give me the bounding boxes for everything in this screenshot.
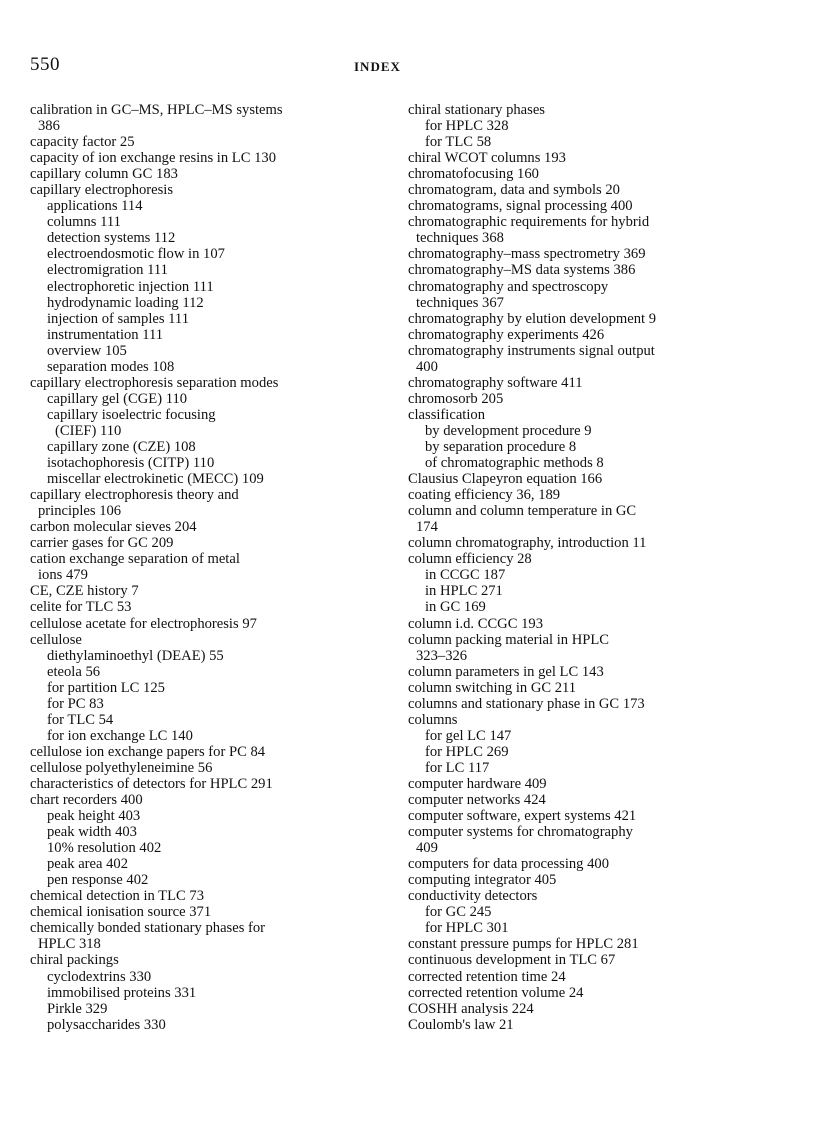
index-subentry: for HPLC 301	[425, 920, 509, 937]
index-entry: capacity factor 25	[30, 134, 135, 151]
index-entry: column packing material in HPLC	[408, 631, 610, 648]
index-subentry: electrophoretic injection 111	[47, 278, 214, 295]
index-subentry: instrumentation 111	[47, 326, 164, 343]
index-entry: chromatography instruments signal output	[408, 342, 655, 359]
index-entry-continuation: 323–326	[416, 647, 468, 664]
page-number: 550	[30, 54, 60, 75]
index-entry: chromatogram, data and symbols 20	[408, 182, 620, 199]
index-entry-continuation: ions 479	[38, 567, 88, 584]
index-entry: Coulomb's law 21	[408, 1016, 514, 1033]
index-subentry: columns 111	[47, 214, 121, 231]
index-entry: celite for TLC 53	[30, 599, 132, 616]
index-subentry: applications 114	[47, 198, 143, 215]
index-subentry: overview 105	[47, 342, 127, 359]
index-entry: column i.d. CCGC 193	[408, 615, 543, 632]
index-subentry: for TLC 58	[425, 134, 492, 151]
index-entry: chromatography software 411	[408, 374, 583, 391]
index-subentry: in CCGC 187	[425, 567, 506, 584]
running-head: INDEX	[354, 59, 401, 74]
index-entry: chromatography–mass spectrometry 369	[408, 246, 646, 263]
index-subentry: for ion exchange LC 140	[47, 727, 193, 744]
index-entry: chiral stationary phases	[408, 102, 545, 118]
index-entry: chemically bonded stationary phases for	[30, 920, 266, 937]
index-entry: continuous development in TLC 67	[408, 952, 616, 969]
index-entry: chiral packings	[30, 952, 119, 969]
index-subentry: detection systems 112	[47, 230, 176, 247]
index-entry-continuation: techniques 367	[416, 294, 504, 311]
index-entry-continuation: HPLC 318	[38, 936, 101, 953]
index-entry: carbon molecular sieves 204	[30, 519, 197, 536]
index-subentry: eteola 56	[47, 663, 101, 680]
index-subentry: cyclodextrins 330	[47, 968, 152, 985]
index-entry: cellulose ion exchange papers for PC 84	[30, 743, 266, 760]
index-entry: corrected retention time 24	[408, 968, 566, 985]
index-entry: chromatography–MS data systems 386	[408, 262, 636, 279]
index-entry: computing integrator 405	[408, 872, 557, 889]
index-entry-continuation: (CIEF) 110	[55, 422, 122, 439]
index-entry-continuation: 400	[416, 358, 438, 375]
index-subentry: in HPLC 271	[425, 583, 503, 600]
index-entry: column switching in GC 211	[408, 679, 577, 696]
index-entry: chromatography by elution development 9	[408, 310, 657, 327]
index-entry: capillary electrophoresis separation modes	[30, 374, 279, 391]
index-entry-continuation: 409	[416, 840, 438, 857]
index-entry: calibration in GC–MS, HPLC–MS systems	[30, 102, 283, 118]
index-entry: characteristics of detectors for HPLC 291	[30, 775, 273, 792]
index-entry-continuation: 174	[416, 519, 438, 536]
index-entry: column efficiency 28	[408, 551, 532, 568]
index-entry: columns and stationary phase in GC 173	[408, 695, 645, 712]
index-entry: chiral WCOT columns 193	[408, 150, 566, 167]
index-subentry: electromigration 111	[47, 262, 168, 279]
index-entry: capillary electrophoresis	[30, 182, 174, 199]
index-subentry: hydrodynamic loading 112	[47, 294, 204, 311]
index-entry: chromatograms, signal processing 400	[408, 198, 633, 215]
index-subentry: injection of samples 111	[47, 310, 189, 327]
index-subentry: isotachophoresis (CITP) 110	[47, 455, 215, 472]
index-entry: constant pressure pumps for HPLC 281	[408, 936, 639, 953]
index-entry: chemical detection in TLC 73	[30, 888, 204, 905]
index-subentry: by separation procedure 8	[425, 438, 577, 455]
index-subentry: for partition LC 125	[47, 679, 165, 696]
index-entry: computer systems for chromatography	[408, 824, 633, 841]
index-entry: computer software, expert systems 421	[408, 808, 637, 825]
index-entry-continuation: principles 106	[38, 503, 122, 520]
index-entry: capacity of ion exchange resins in LC 130	[30, 150, 276, 167]
index-entry: chromatofocusing 160	[408, 166, 539, 183]
index-entry-continuation: 386	[38, 118, 60, 135]
index-entry: column parameters in gel LC 143	[408, 663, 604, 680]
index-subentry: Pirkle 329	[47, 1000, 108, 1017]
index-subentry: separation modes 108	[47, 358, 175, 375]
index-subentry: capillary gel (CGE) 110	[47, 390, 188, 407]
index-entry: CE, CZE history 7	[30, 583, 139, 600]
index-entry: cation exchange separation of metal	[30, 551, 240, 568]
index-subentry: capillary zone (CZE) 108	[47, 438, 196, 455]
index-subentry: for PC 83	[47, 695, 104, 712]
index-entry: column and column temperature in GC	[408, 503, 637, 520]
index-column-right	[408, 102, 808, 1033]
index-subentry: diethylaminoethyl (DEAE) 55	[47, 647, 224, 664]
index-subentry: for HPLC 328	[425, 118, 509, 135]
index-entry: computer hardware 409	[408, 775, 547, 792]
index-subentry: 10% resolution 402	[47, 840, 162, 857]
index-entry: capillary column GC 183	[30, 166, 178, 183]
index-subentry: for GC 245	[425, 904, 492, 921]
index-subentry: immobilised proteins 331	[47, 984, 197, 1001]
index-entry: carrier gases for GC 209	[30, 535, 174, 552]
index-subentry: peak width 403	[47, 824, 137, 841]
index-subentry: in GC 169	[425, 599, 486, 616]
index-entry: computer networks 424	[408, 792, 546, 809]
index-subentry: capillary isoelectric focusing	[47, 406, 216, 423]
index-entry: COSHH analysis 224	[408, 1000, 534, 1017]
index-entry: chromatography and spectroscopy	[408, 278, 609, 295]
index-subentry: peak height 403	[47, 808, 141, 825]
index-entry: coating efficiency 36, 189	[408, 487, 561, 504]
index-subentry: for LC 117	[425, 759, 490, 776]
index-entry: capillary electrophoresis theory and	[30, 487, 239, 504]
index-entry-continuation: techniques 368	[416, 230, 504, 247]
index-entry: classification	[408, 406, 485, 423]
index-subentry: miscellar electrokinetic (MECC) 109	[47, 471, 264, 488]
index-entry: cellulose polyethyleneimine 56	[30, 759, 213, 776]
index-subentry: polysaccharides 330	[47, 1016, 166, 1033]
index-entry: columns	[408, 711, 458, 728]
index-entry: chromosorb 205	[408, 390, 504, 407]
index-subentry: for gel LC 147	[425, 727, 512, 744]
index-subentry: for TLC 54	[47, 711, 114, 728]
index-subentry: by development procedure 9	[425, 422, 592, 439]
index-subentry: peak area 402	[47, 856, 129, 873]
index-subentry: pen response 402	[47, 872, 149, 889]
index-entry: column chromatography, introduction 11	[408, 535, 647, 552]
index-entry: conductivity detectors	[408, 888, 538, 905]
index-subentry: of chromatographic methods 8	[425, 455, 604, 472]
index-entry: chromatographic requirements for hybrid	[408, 214, 650, 231]
index-entry: Clausius Clapeyron equation 166	[408, 471, 603, 488]
index-entry: corrected retention volume 24	[408, 984, 584, 1001]
index-subentry: for HPLC 269	[425, 743, 509, 760]
index-entry: computers for data processing 400	[408, 856, 610, 873]
index-entry: chemical ionisation source 371	[30, 904, 212, 921]
index-entry: cellulose	[30, 631, 82, 648]
index-entry: chromatography experiments 426	[408, 326, 605, 343]
index-entry: chart recorders 400	[30, 792, 143, 809]
index-subentry: electroendosmotic flow in 107	[47, 246, 225, 263]
index-entry: cellulose acetate for electrophoresis 97	[30, 615, 257, 632]
index-column-left	[30, 102, 400, 1033]
